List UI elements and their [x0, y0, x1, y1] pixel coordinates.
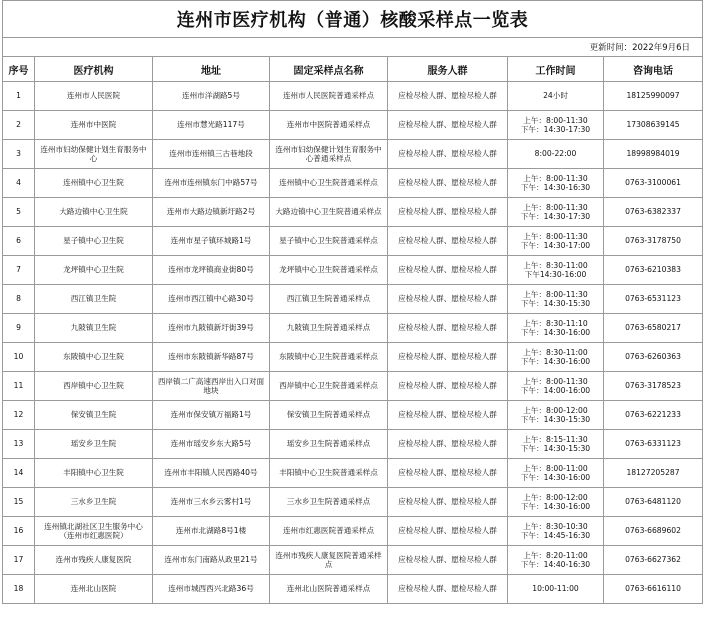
- cell-hours: [508, 285, 604, 314]
- cell-org: 九陂镇卫生院: [35, 314, 153, 343]
- cell-address: 连州市大路边镇新圩路2号: [153, 198, 270, 227]
- hours-line: 上午：8:00-11:30: [523, 289, 588, 299]
- cell-phone: 0763-3178523: [604, 372, 703, 401]
- cell-address: 连州市连州镇东门中路57号: [153, 169, 270, 198]
- cell-org: 西江镇卫生院: [35, 285, 153, 314]
- cell-people: 应检尽检人群、愿检尽检人群: [388, 459, 508, 488]
- cell-hours: [508, 82, 604, 111]
- cell-people: 应检尽检人群、愿检尽检人群: [388, 256, 508, 285]
- cell-org: 三水乡卫生院: [35, 488, 153, 517]
- hours-line: 下午：14:30-15:30: [520, 444, 591, 453]
- page-title: 连州市医疗机构（普通）核酸采样点一览表: [3, 1, 703, 38]
- cell-site: 九陂镇卫生院普通采样点: [270, 314, 388, 343]
- hours-line: 下午：14:30-16:00: [520, 357, 591, 366]
- row-number: 5: [3, 198, 35, 227]
- hours-line: 上午：8:00-11:30: [523, 376, 588, 386]
- row-number: 7: [3, 256, 35, 285]
- cell-site: 大路边镇中心卫生院普通采样点: [270, 198, 388, 227]
- cell-hours: [508, 198, 604, 227]
- hours-line: 上午：8:00-11:30: [523, 115, 588, 125]
- cell-people: 应检尽检人群、愿检尽检人群: [388, 517, 508, 546]
- cell-address: 连州市星子镇环城路1号: [153, 227, 270, 256]
- cell-org: 连州镇北湖社区卫生服务中心（连州市红惠医院）: [35, 517, 153, 546]
- cell-org: 瑶安乡卫生院: [35, 430, 153, 459]
- column-header-site: 固定采样点名称: [270, 57, 388, 82]
- cell-org: 星子镇中心卫生院: [35, 227, 153, 256]
- cell-hours: [508, 227, 604, 256]
- table-row: [3, 430, 703, 459]
- hours-line: 24小时: [543, 91, 568, 101]
- cell-phone: 0763-6689602: [604, 517, 703, 546]
- cell-hours: [508, 488, 604, 517]
- hours-line: 上午：8:00-11:00: [523, 463, 588, 473]
- cell-address: 西岸镇二广高速西岸出入口对面地块: [153, 372, 270, 401]
- cell-hours: [508, 256, 604, 285]
- cell-site: 三水乡卫生院普通采样点: [270, 488, 388, 517]
- hours-line: 下午：14:30-16:00: [520, 502, 591, 511]
- row-number: 14: [3, 459, 35, 488]
- cell-org: 保安镇卫生院: [35, 401, 153, 430]
- hours-line: 下午14:30-16:00: [524, 270, 587, 279]
- table-row: [3, 314, 703, 343]
- cell-org: 西岸镇中心卫生院: [35, 372, 153, 401]
- cell-phone: 0763-6210383: [604, 256, 703, 285]
- row-number: 1: [3, 82, 35, 111]
- hours-line: 下午：14:30-17:00: [520, 241, 591, 250]
- cell-people: 应检尽检人群、愿检尽检人群: [388, 111, 508, 140]
- cell-address: 连州市九陂镇新圩街39号: [153, 314, 270, 343]
- hours-line: 下午：14:30-16:00: [520, 473, 591, 482]
- cell-phone: 0763-3100061: [604, 169, 703, 198]
- hours-line: 下午：14:30-16:30: [520, 183, 591, 192]
- cell-site: 连州市人民医院普通采样点: [270, 82, 388, 111]
- table-row: [3, 575, 703, 604]
- table-row: [3, 82, 703, 111]
- cell-site: 星子镇中心卫生院普通采样点: [270, 227, 388, 256]
- update-time: 更新时间：2022年9月6日: [3, 38, 703, 57]
- cell-phone: 0763-6531123: [604, 285, 703, 314]
- cell-people: 应检尽检人群、愿检尽检人群: [388, 401, 508, 430]
- column-header-org: 医疗机构: [35, 57, 153, 82]
- row-number: 8: [3, 285, 35, 314]
- cell-people: 应检尽检人群、愿检尽检人群: [388, 198, 508, 227]
- table-row: [3, 198, 703, 227]
- row-number: 10: [3, 343, 35, 372]
- hours-line: 上午：8:00-12:00: [523, 405, 588, 415]
- table-row: [3, 111, 703, 140]
- table-row: [3, 256, 703, 285]
- cell-site: 西岸镇中心卫生院普通采样点: [270, 372, 388, 401]
- cell-org: 东陂镇中心卫生院: [35, 343, 153, 372]
- cell-hours: [508, 430, 604, 459]
- table-row: [3, 546, 703, 575]
- cell-site: 连州北山医院普通采样点: [270, 575, 388, 604]
- table-row: [3, 343, 703, 372]
- cell-address: 连州市三水乡云雾村1号: [153, 488, 270, 517]
- cell-phone: 0763-3178750: [604, 227, 703, 256]
- row-number: 6: [3, 227, 35, 256]
- hours-line: 8:00-22:00: [534, 149, 577, 159]
- hours-line: 10:00-11:00: [532, 584, 579, 594]
- cell-address: 连州市城西西兴北路36号: [153, 575, 270, 604]
- cell-hours: [508, 459, 604, 488]
- table-row: [3, 227, 703, 256]
- cell-hours: [508, 517, 604, 546]
- cell-site: 连州市残疾人康复医院普通采样点: [270, 546, 388, 575]
- table-row: [3, 517, 703, 546]
- cell-org: 连州市中医院: [35, 111, 153, 140]
- row-number: 2: [3, 111, 35, 140]
- cell-site: 连州镇中心卫生院普通采样点: [270, 169, 388, 198]
- cell-org: 连州市残疾人康复医院: [35, 546, 153, 575]
- hours-line: 下午：14:30-15:30: [520, 415, 591, 424]
- cell-hours: [508, 575, 604, 604]
- cell-people: 应检尽检人群、愿检尽检人群: [388, 227, 508, 256]
- cell-phone: 0763-6481120: [604, 488, 703, 517]
- cell-phone: 18998984019: [604, 140, 703, 169]
- cell-people: 应检尽检人群、愿检尽检人群: [388, 430, 508, 459]
- table-row: [3, 372, 703, 401]
- column-header-people: 服务人群: [388, 57, 508, 82]
- hours-line: 下午：14:30-17:30: [520, 125, 591, 134]
- row-number: 9: [3, 314, 35, 343]
- table-row: [3, 401, 703, 430]
- row-number: 4: [3, 169, 35, 198]
- cell-site: 丰阳镇中心卫生院普通采样点: [270, 459, 388, 488]
- cell-address: 连州市洋湖路5号: [153, 82, 270, 111]
- cell-hours: [508, 140, 604, 169]
- hours-line: 下午：14:30-17:30: [520, 212, 591, 221]
- hours-line: 下午：14:00-16:00: [520, 386, 591, 395]
- table-row: [3, 169, 703, 198]
- cell-site: 连州市妇幼保健计划生育服务中心普通采样点: [270, 140, 388, 169]
- cell-phone: 0763-6382337: [604, 198, 703, 227]
- cell-people: 应检尽检人群、愿检尽检人群: [388, 285, 508, 314]
- cell-address: 连州市西江镇中心路30号: [153, 285, 270, 314]
- cell-phone: 0763-6627362: [604, 546, 703, 575]
- cell-org: 丰阳镇中心卫生院: [35, 459, 153, 488]
- cell-phone: 0763-6221233: [604, 401, 703, 430]
- hours-line: 上午：8:30-10:30: [523, 521, 588, 531]
- row-number: 15: [3, 488, 35, 517]
- hours-line: 上午：8:00-11:30: [523, 231, 588, 241]
- sampling-sites-table: [2, 0, 703, 604]
- table-header: [3, 57, 703, 82]
- row-number: 11: [3, 372, 35, 401]
- column-header-phone: 咨询电话: [604, 57, 703, 82]
- cell-people: 应检尽检人群、愿检尽检人群: [388, 546, 508, 575]
- cell-site: 瑶安乡卫生院普通采样点: [270, 430, 388, 459]
- cell-org: 大路边镇中心卫生院: [35, 198, 153, 227]
- row-number: 16: [3, 517, 35, 546]
- cell-people: 应检尽检人群、愿检尽检人群: [388, 140, 508, 169]
- cell-site: 连州市中医院普通采样点: [270, 111, 388, 140]
- cell-address: 连州市北湖路8号1楼: [153, 517, 270, 546]
- hours-line: 上午：8:30-11:10: [523, 318, 588, 328]
- column-header-no: 序号: [3, 57, 35, 82]
- cell-site: 西江镇卫生院普通采样点: [270, 285, 388, 314]
- table-row: [3, 488, 703, 517]
- cell-hours: [508, 111, 604, 140]
- cell-phone: 18127205287: [604, 459, 703, 488]
- hours-line: 下午：14:30-16:00: [520, 328, 591, 337]
- cell-people: 应检尽检人群、愿检尽检人群: [388, 575, 508, 604]
- cell-site: 保安镇卫生院普通采样点: [270, 401, 388, 430]
- hours-line: 上午：8:15-11:30: [523, 434, 588, 444]
- column-header-hours: 工作时间: [508, 57, 604, 82]
- cell-hours: [508, 314, 604, 343]
- cell-hours: [508, 372, 604, 401]
- cell-phone: 0763-6580217: [604, 314, 703, 343]
- cell-phone: 0763-6260363: [604, 343, 703, 372]
- cell-phone: 0763-6331123: [604, 430, 703, 459]
- cell-org: 连州北山医院: [35, 575, 153, 604]
- row-number: 13: [3, 430, 35, 459]
- cell-hours: [508, 343, 604, 372]
- cell-people: 应检尽检人群、愿检尽检人群: [388, 82, 508, 111]
- row-number: 18: [3, 575, 35, 604]
- hours-line: 上午：8:00-12:00: [523, 492, 588, 502]
- row-number: 12: [3, 401, 35, 430]
- cell-site: 龙坪镇中心卫生院普通采样点: [270, 256, 388, 285]
- cell-address: 连州市瑶安乡东大路5号: [153, 430, 270, 459]
- cell-address: 连州市连州镇三古巷地段: [153, 140, 270, 169]
- hours-line: 下午：14:45-16:30: [520, 531, 591, 540]
- hours-line: 下午：14:30-15:30: [520, 299, 591, 308]
- row-number: 3: [3, 140, 35, 169]
- table-row: [3, 140, 703, 169]
- table-row: [3, 459, 703, 488]
- table-row: [3, 285, 703, 314]
- cell-hours: [508, 546, 604, 575]
- cell-org: 连州市妇幼保健计划生育服务中心: [35, 140, 153, 169]
- cell-people: 应检尽检人群、愿检尽检人群: [388, 372, 508, 401]
- cell-address: 连州市东门南路从政里21号: [153, 546, 270, 575]
- cell-phone: 17308639145: [604, 111, 703, 140]
- cell-people: 应检尽检人群、愿检尽检人群: [388, 343, 508, 372]
- cell-org: 连州市人民医院: [35, 82, 153, 111]
- hours-line: 上午：8:30-11:00: [523, 260, 588, 270]
- cell-address: 连州市龙坪镇商业街80号: [153, 256, 270, 285]
- cell-address: 连州市保安镇万福路1号: [153, 401, 270, 430]
- hours-line: 上午：8:00-11:30: [523, 173, 588, 183]
- cell-site: 东陂镇中心卫生院普通采样点: [270, 343, 388, 372]
- cell-address: 连州市东陂镇新华路87号: [153, 343, 270, 372]
- cell-people: 应检尽检人群、愿检尽检人群: [388, 488, 508, 517]
- cell-hours: [508, 169, 604, 198]
- cell-phone: 18125990097: [604, 82, 703, 111]
- cell-hours: [508, 401, 604, 430]
- cell-address: 连州市慧光路117号: [153, 111, 270, 140]
- cell-people: 应检尽检人群、愿检尽检人群: [388, 169, 508, 198]
- hours-line: 上午：8:20-11:00: [523, 550, 588, 560]
- cell-site: 连州市红惠医院普通采样点: [270, 517, 388, 546]
- row-number: 17: [3, 546, 35, 575]
- column-header-address: 地址: [153, 57, 270, 82]
- hours-line: 上午：8:30-11:00: [523, 347, 588, 357]
- hours-line: 下午：14:40-16:30: [520, 560, 591, 569]
- cell-org: 龙坪镇中心卫生院: [35, 256, 153, 285]
- cell-phone: 0763-6616110: [604, 575, 703, 604]
- cell-address: 连州市丰阳镇人民西路40号: [153, 459, 270, 488]
- cell-org: 连州镇中心卫生院: [35, 169, 153, 198]
- cell-people: 应检尽检人群、愿检尽检人群: [388, 314, 508, 343]
- hours-line: 上午：8:00-11:30: [523, 202, 588, 212]
